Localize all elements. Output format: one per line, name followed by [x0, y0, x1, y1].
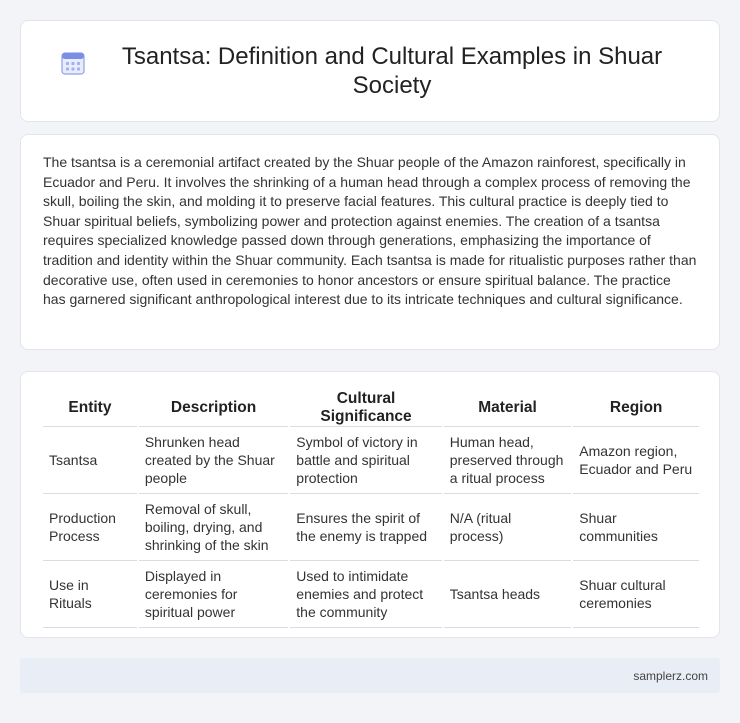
page-title: Tsantsa: Definition and Cultural Examples in Shuar Society — [121, 43, 663, 99]
cell-region: Amazon region, Ecuador and Peru — [573, 427, 699, 494]
header-cultural-significance: Cultural Significance — [290, 390, 441, 427]
description-text: The tsantsa is a ceremonial artifact created by the Shuar people of the Amazon rainforest, specifically in Ecuador and Peru. It involves the shrinking of a human head through a complex process of removing the skull, boiling the skin, and molding it to preserve facial features. This cultural practice is deeply tied to Shuar spiritual beliefs, symbolizing power and protection against enemies. The creation of a tsantsa requires specialized knowledge passed down through generations, emphasizing the importance of tradition and identity within the Shuar community. Each tsantsa is made for ritualistic purposes rather than decorative use, often used in ceremonies to honor ancestors or ensure spiritual balance. The practice has garnered significant anthropological interest due to its intricate techniques and cultural significance. — [43, 154, 697, 308]
table-row — [43, 427, 699, 494]
footer-site-link[interactable]: samplerz.com — [633, 668, 708, 683]
header-entity: Entity — [43, 390, 137, 427]
table-header-row — [43, 390, 699, 427]
cell-region: Shuar cultural ceremonies — [573, 561, 699, 628]
header-material: Material — [444, 390, 572, 427]
cell-entity: Tsantsa — [43, 427, 137, 494]
cell-cultural-significance: Used to intimidate enemies and protect the community — [290, 561, 441, 628]
cell-cultural-significance: Symbol of victory in battle and spiritual protection — [290, 427, 441, 494]
cell-material: N/A (ritual process) — [444, 494, 572, 561]
info-table — [41, 390, 701, 628]
cell-entity: Use in Rituals — [43, 561, 137, 628]
cell-entity: Production Process — [43, 494, 137, 561]
footer — [20, 658, 720, 693]
table-card — [20, 371, 720, 638]
cell-description: Removal of skull, boiling, drying, and shrinking of the skin — [139, 494, 288, 561]
header-region: Region — [573, 390, 699, 427]
cell-region: Shuar communities — [573, 494, 699, 561]
table-row — [43, 561, 699, 628]
cell-material: Tsantsa heads — [444, 561, 572, 628]
cell-material: Human head, preserved through a ritual process — [444, 427, 572, 494]
table-row — [43, 494, 699, 561]
cell-description: Displayed in ceremonies for spiritual power — [139, 561, 288, 628]
title-card — [20, 20, 720, 122]
header-description: Description — [139, 390, 288, 427]
cell-cultural-significance: Ensures the spirit of the enemy is trapped — [290, 494, 441, 561]
calendar-icon — [60, 50, 86, 76]
title-wrap — [60, 42, 680, 100]
cell-description: Shrunken head created by the Shuar people — [139, 427, 288, 494]
description-card — [20, 134, 720, 350]
